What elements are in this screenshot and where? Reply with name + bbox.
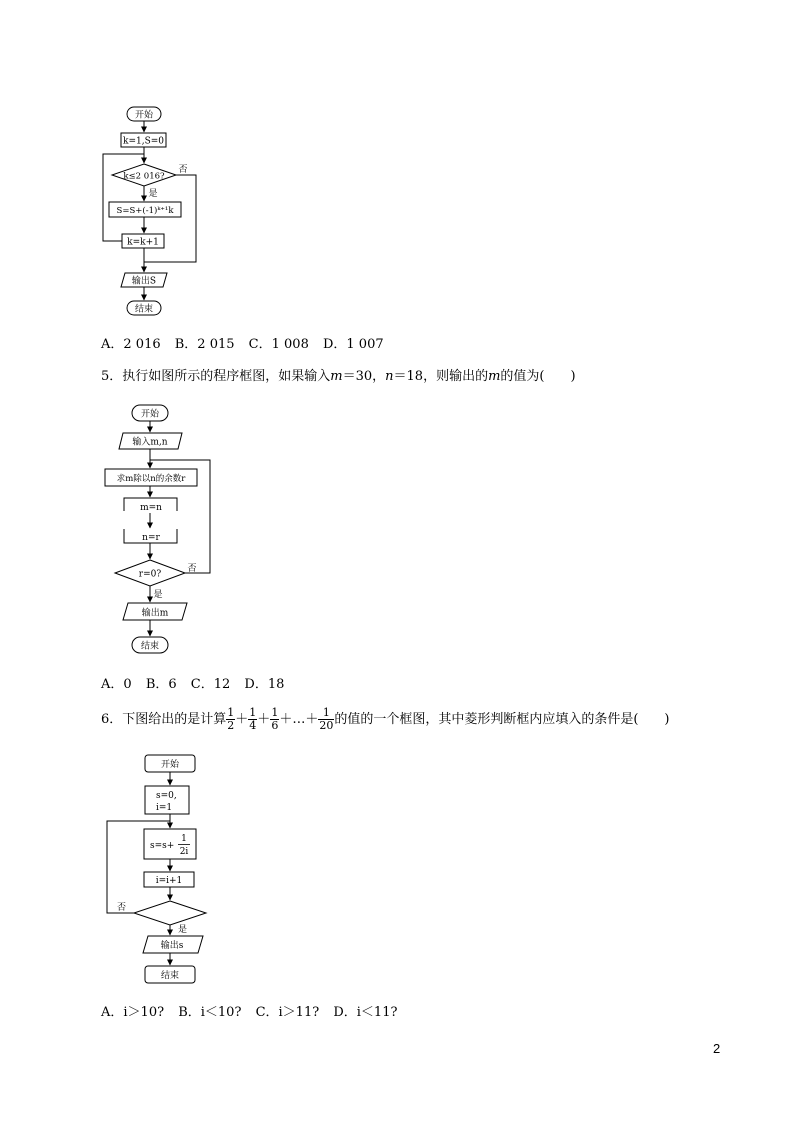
fc2-assign-m-label: m=n — [140, 503, 162, 513]
fc1-yes-label: 是 — [148, 189, 158, 199]
q6-option-c[interactable]: C．i＞11? — [255, 1005, 320, 1020]
fc3-no-label: 否 — [117, 903, 127, 913]
q6-option-d[interactable]: D．i＜11? — [333, 1005, 398, 1020]
flowchart-3 — [107, 755, 206, 983]
q4-option-c[interactable]: C．1 008 — [248, 337, 309, 352]
q5-option-b[interactable]: B．6 — [145, 677, 177, 692]
page-number: 2 — [713, 1041, 721, 1056]
fc1-init-label: k=1,S=0 — [122, 136, 165, 147]
fc3-init-label-1: s=0, — [156, 791, 177, 801]
q5-options — [101, 676, 294, 694]
fc3-no-branch-line — [107, 821, 170, 913]
fc2-cond-label: r=0? — [138, 569, 162, 580]
q4-option-a[interactable]: A．2 016 — [101, 337, 161, 352]
fc3-output-label: 输出s — [160, 941, 184, 951]
fc2-assign-n-label: n=r — [142, 533, 160, 543]
fc2-remainder-label: 求m除以n的余数r — [116, 474, 186, 484]
fc3-init-label-2: i=1 — [156, 803, 173, 813]
fc1-end-label: 结束 — [134, 304, 154, 315]
fc3-end-label: 结束 — [160, 971, 180, 981]
q6-fraction-3: $\frac{1}{6}$ — [271, 706, 279, 732]
fc3-incr-label: i=i+1 — [155, 876, 183, 886]
q6-fraction-1: $\frac{1}{2}$ — [227, 706, 235, 732]
fc3-yes-label: 是 — [178, 925, 188, 935]
fc1-cond-label: k≤2 016? — [123, 171, 165, 182]
q6-option-a[interactable]: A．i＞10? — [101, 1005, 165, 1020]
q6-question: 6．下图给出的是计算 $\frac{1}{2}$ ＋ $\frac{1}{4}$ ＋ $\frac{1}{6}$ ＋…＋ $\frac{1}{20}$ 的值的一个框图，其中菱形判断框内应填入的条件是( ) — [101, 706, 670, 732]
q6-option-b[interactable]: B．i＜10? — [178, 1005, 242, 1020]
q4-options — [101, 336, 394, 354]
fc1-loop-line — [103, 154, 144, 241]
fc2-yes-label: 是 — [153, 590, 163, 600]
fc1-start-label: 开始 — [134, 110, 154, 121]
fc3-update-lhs: s=s+ — [150, 841, 175, 851]
q4-option-b[interactable]: B．2 015 — [174, 337, 235, 352]
q4-option-d[interactable]: D．1 007 — [322, 337, 384, 352]
fc1-incr-label: k=k+1 — [127, 237, 159, 248]
q5-option-c[interactable]: C．12 — [190, 677, 231, 692]
fc2-no-label: 否 — [187, 564, 197, 574]
fc1-output-label: 输出S — [131, 276, 157, 287]
fc3-start-label: 开始 — [160, 760, 180, 770]
fc1-no-label: 否 — [178, 165, 188, 175]
q5-option-d[interactable]: D．18 — [244, 677, 285, 692]
q5-question: 5．执行如图所示的程序框图，如果输入m＝30，n＝18，则输出的m的值为( ) — [101, 369, 576, 384]
fc2-start-label: 开始 — [140, 409, 160, 420]
q6-options — [101, 1004, 407, 1022]
fc2-end-label: 结束 — [140, 641, 160, 652]
q6-fraction-2: $\frac{1}{4}$ — [249, 706, 257, 732]
q5-option-a[interactable]: A．0 — [101, 677, 132, 692]
fc2-output-label: 输出m — [141, 608, 169, 619]
fc1-update-label: S=S+(-1)ᵏ⁺¹k — [116, 206, 174, 216]
fc3-frac-denominator: 2i — [179, 847, 189, 857]
fc3-decision-diamond — [134, 901, 206, 925]
fc3-frac-numerator: 1 — [181, 834, 187, 844]
q6-fraction-4: $\frac{1}{20}$ — [319, 706, 334, 732]
fc2-input-label: 输入m,n — [132, 437, 168, 448]
